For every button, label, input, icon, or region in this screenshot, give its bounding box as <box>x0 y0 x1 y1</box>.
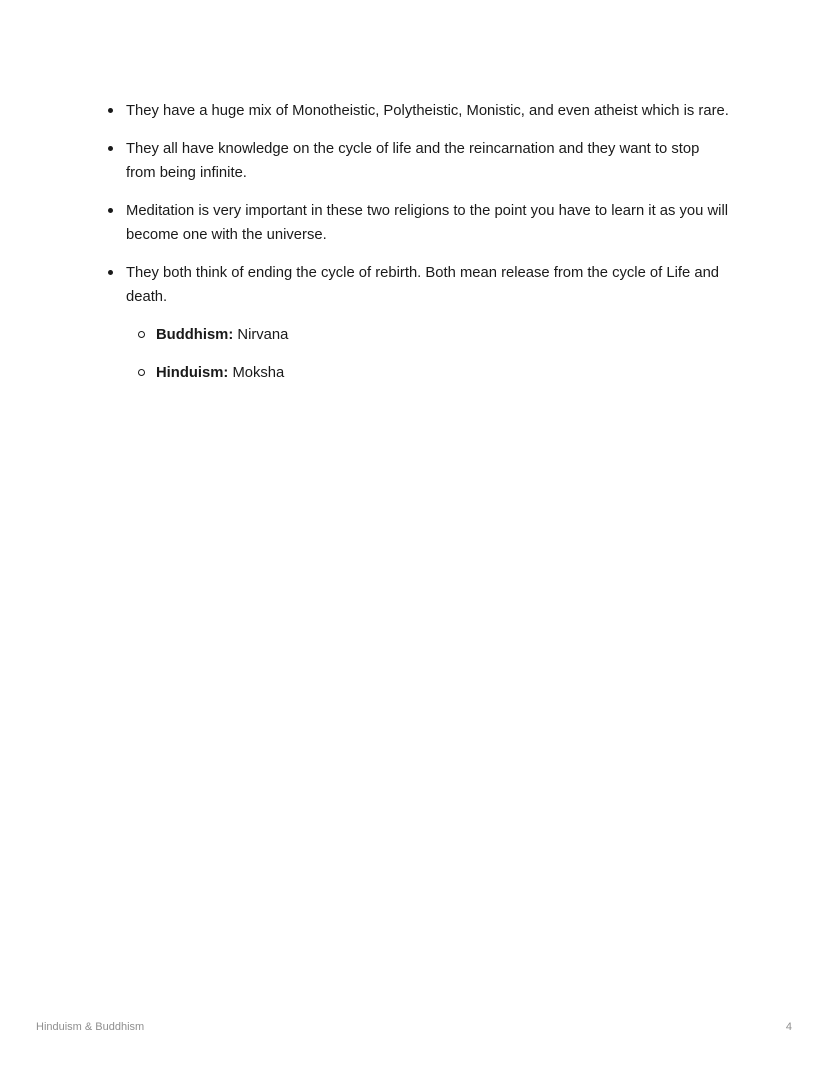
document-body <box>108 99 732 399</box>
bullet-marker-icon <box>108 99 126 113</box>
page-footer <box>36 1021 792 1033</box>
bullet-item <box>108 137 732 185</box>
bullet-text: They both think of ending the cycle of rebirth. Both mean release from the cycle of Life and death. <box>126 265 720 305</box>
bullet-item <box>108 261 732 309</box>
bullet-text: They have a huge mix of Monotheistic, Polytheistic, Monistic, and even atheist which is rare. <box>126 103 729 119</box>
sub-bullet-list <box>138 323 732 385</box>
sub-bullet-item <box>138 361 732 385</box>
page-number: 4 <box>785 1021 792 1033</box>
bullet-item <box>108 199 732 247</box>
bullet-text: They all have knowledge on the cycle of life and the reincarnation and they want to stop from being infinite. <box>126 141 700 181</box>
sub-bullet-value: Moksha <box>228 365 285 381</box>
sub-bullet-marker-icon <box>138 323 156 338</box>
bullet-item <box>108 99 732 123</box>
sub-bullet-value: Nirvana <box>233 327 289 343</box>
bullet-marker-icon <box>108 261 126 275</box>
bullet-marker-icon <box>108 199 126 213</box>
sub-bullet-text <box>156 323 732 347</box>
sub-bullet-item <box>138 323 732 347</box>
sub-bullet-label: Hinduism: <box>156 365 229 381</box>
bullet-text: Meditation is very important in these two religions to the point you have to learn it as you will become one with the universe. <box>126 203 729 243</box>
sub-bullet-text <box>156 361 732 385</box>
sub-bullet-marker-icon <box>138 361 156 376</box>
bullet-marker-icon <box>108 137 126 151</box>
footer-title: Hinduism & Buddhism <box>36 1021 145 1033</box>
sub-bullet-label: Buddhism: <box>156 327 234 343</box>
